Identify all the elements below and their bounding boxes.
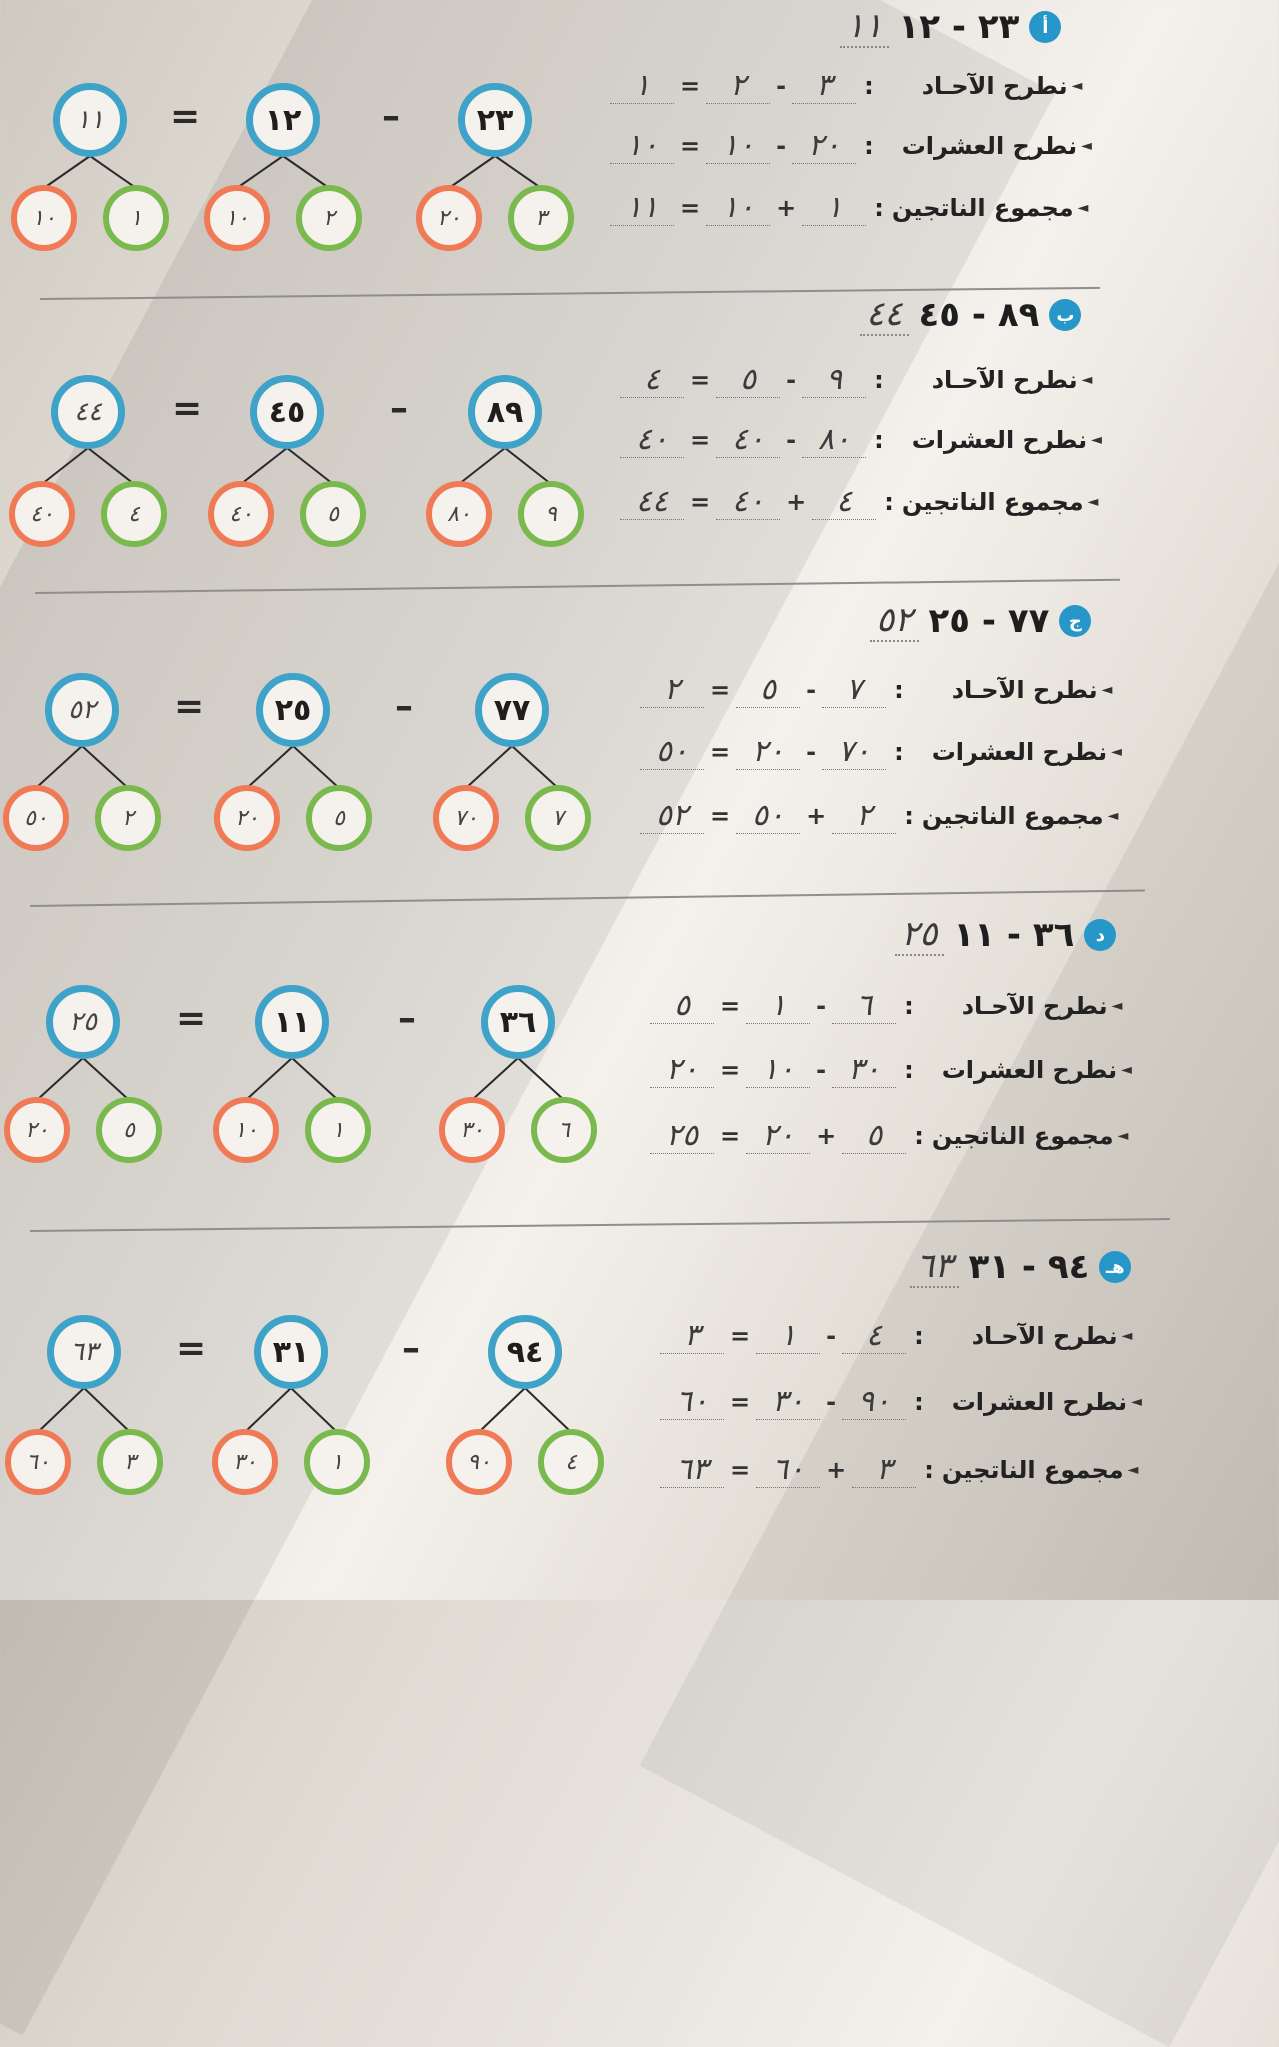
bond-whole-min: ٧٧ — [475, 673, 549, 747]
equals-sign: = — [174, 686, 205, 727]
written-answer: ١١ — [840, 6, 889, 48]
sum-ones: ١ — [802, 190, 866, 226]
bond-whole-sub: ٢٥ — [256, 673, 330, 747]
pointer-icon: ◄ — [1127, 1462, 1139, 1478]
pointer-icon: ◄ — [1077, 200, 1089, 216]
problem-expression: ٢٣ - ١٢ — [898, 7, 1020, 47]
problem-expression: ٨٩ - ٤٥ — [918, 295, 1040, 335]
bond-line — [283, 156, 329, 188]
ones-minuend: ٣ — [792, 68, 856, 104]
bond-part-tens: ٩٠ — [446, 1429, 512, 1495]
ones-result: ١ — [610, 68, 674, 104]
pointer-icon: ◄ — [1121, 1328, 1133, 1344]
tens-result: ٢٠ — [650, 1052, 714, 1088]
bond-part-ones: ٥ — [96, 1097, 162, 1163]
bond-line — [292, 1058, 338, 1100]
pointer-icon: ◄ — [1107, 808, 1119, 824]
bond-part-ones: ١ — [305, 1097, 371, 1163]
ones-minuend: ٧ — [822, 672, 886, 708]
bond-part-tens: ٣٠ — [439, 1097, 505, 1163]
tens-subtrahend: ٤٠ — [716, 422, 780, 458]
minus-sign: – — [398, 998, 416, 1039]
problem-badge: ج — [1059, 605, 1091, 637]
bond-line — [42, 448, 88, 484]
tens-label: نطرح العشرات — [931, 738, 1108, 766]
bond-part-ones: ٣ — [97, 1429, 163, 1495]
bond-part-tens: ٧٠ — [433, 785, 499, 851]
bond-line — [36, 746, 82, 788]
sum-label: مجموع الناتجين — [921, 802, 1104, 830]
tens-label: نطرح العشرات — [941, 1056, 1118, 1084]
bond-line — [466, 746, 512, 788]
sum-label: مجموع الناتجين — [901, 488, 1084, 516]
sum-result: ٢٥ — [650, 1118, 714, 1154]
bond-part-ones: ٢ — [296, 185, 362, 251]
pointer-icon: ◄ — [1101, 682, 1113, 698]
ones-subtrahend: ١ — [746, 988, 810, 1024]
ones-row: ٣ = ١ - ٤ : نطرح الآحـاد ◄ — [660, 1318, 1132, 1354]
bond-line — [479, 1388, 525, 1432]
tens-row: ٤٠ = ٤٠ - ٨٠ : نطرح العشرات ◄ — [620, 422, 1102, 458]
written-answer: ٤٤ — [860, 294, 909, 336]
bond-line — [495, 156, 541, 188]
pointer-icon: ◄ — [1071, 78, 1083, 94]
sum-tens: ١٠ — [706, 190, 770, 226]
bond-line — [37, 1058, 83, 1100]
bond-whole-sub: ٤٥ — [250, 375, 324, 449]
sum-ones: ٤ — [812, 484, 876, 520]
bond-part-ones: ٩ — [518, 481, 584, 547]
sum-row: ٤٤ = ٤٠ + ٤ : مجموع الناتجين ◄ — [620, 484, 1098, 520]
sum-ones: ٢ — [832, 798, 896, 834]
ones-minuend: ٦ — [832, 988, 896, 1024]
tens-result: ١٠ — [610, 128, 674, 164]
bond-line — [459, 448, 505, 484]
bond-part-ones: ١ — [304, 1429, 370, 1495]
tens-result: ٤٠ — [620, 422, 684, 458]
tens-subtrahend: ١٠ — [746, 1052, 810, 1088]
bond-whole-min: ٣٦ — [481, 985, 555, 1059]
bond-part-ones: ٦ — [531, 1097, 597, 1163]
tens-label: نطرح العشرات — [911, 426, 1088, 454]
bond-line — [287, 448, 333, 484]
bond-part-ones: ٥ — [300, 481, 366, 547]
ones-minuend: ٩ — [802, 362, 866, 398]
bond-part-tens: ٤٠ — [9, 481, 75, 547]
bond-whole-min: ٩٤ — [488, 1315, 562, 1389]
ones-subtrahend: ١ — [756, 1318, 820, 1354]
sum-row: ١١ = ١٠ + ١ : مجموع الناتجين ◄ — [610, 190, 1088, 226]
minus-sign: – — [382, 96, 400, 137]
sum-label: مجموع الناتجين — [891, 194, 1074, 222]
tens-result: ٦٠ — [660, 1384, 724, 1420]
bond-line — [449, 156, 495, 188]
ones-label: نطرح الآحـاد — [971, 1322, 1118, 1350]
tens-minuend: ٩٠ — [842, 1384, 906, 1420]
ones-label: نطرح الآحـاد — [921, 72, 1068, 100]
equals-sign: = — [172, 388, 203, 429]
bond-line — [90, 156, 136, 188]
pointer-icon: ◄ — [1081, 138, 1092, 154]
pointer-icon: ◄ — [1131, 1394, 1142, 1410]
bond-line — [246, 1058, 292, 1100]
bond-whole-result: ١١ — [53, 83, 127, 157]
bond-part-tens: ٢٠ — [214, 785, 280, 851]
bond-line — [472, 1058, 518, 1100]
bond-whole-min: ٢٣ — [458, 83, 532, 157]
tens-minuend: ٣٠ — [832, 1052, 896, 1088]
bond-part-tens: ٥٠ — [3, 785, 69, 851]
tens-subtrahend: ٢٠ — [736, 734, 800, 770]
ones-result: ٢ — [640, 672, 704, 708]
tens-subtrahend: ٣٠ — [756, 1384, 820, 1420]
pointer-icon: ◄ — [1111, 998, 1123, 1014]
tens-minuend: ٢٠ — [792, 128, 856, 164]
bond-whole-sub: ١٢ — [246, 83, 320, 157]
sum-label: مجموع الناتجين — [931, 1122, 1114, 1150]
bond-whole-result: ٦٣ — [47, 1315, 121, 1389]
sum-result: ٥٢ — [640, 798, 704, 834]
tens-subtrahend: ١٠ — [706, 128, 770, 164]
ones-minuend: ٤ — [842, 1318, 906, 1354]
problem-badge: هـ — [1099, 1251, 1131, 1283]
bond-line — [237, 156, 283, 188]
bond-part-tens: ١٠ — [213, 1097, 279, 1163]
bond-part-ones: ٢ — [95, 785, 161, 851]
bond-part-tens: ١٠ — [11, 185, 77, 251]
sum-tens: ٦٠ — [756, 1452, 820, 1488]
bond-line — [247, 746, 293, 788]
equals-sign: = — [170, 96, 201, 137]
minus-sign: – — [395, 686, 413, 727]
pointer-icon: ◄ — [1091, 432, 1102, 448]
sum-tens: ٥٠ — [736, 798, 800, 834]
pointer-icon: ◄ — [1121, 1062, 1132, 1078]
problem-expression: ٧٧ - ٢٥ — [928, 601, 1050, 641]
bond-whole-sub: ٣١ — [254, 1315, 328, 1389]
minus-sign: – — [390, 388, 408, 429]
bond-line — [241, 448, 287, 484]
tens-minuend: ٨٠ — [802, 422, 866, 458]
ones-result: ٤ — [620, 362, 684, 398]
ones-row: ٢ = ٥ - ٧ : نطرح الآحـاد ◄ — [640, 672, 1112, 708]
sum-ones: ٣ — [852, 1452, 916, 1488]
ones-result: ٣ — [660, 1318, 724, 1354]
pointer-icon: ◄ — [1111, 744, 1122, 760]
written-answer: ٢٥ — [895, 914, 944, 956]
problem-badge: أ — [1029, 11, 1061, 43]
tens-row: ٥٠ = ٢٠ - ٧٠ : نطرح العشرات ◄ — [640, 734, 1122, 770]
bond-line — [525, 1388, 571, 1432]
bond-whole-sub: ١١ — [255, 985, 329, 1059]
tens-label: نطرح العشرات — [951, 1388, 1128, 1416]
ones-row: ١ = ٢ - ٣ : نطرح الآحـاد ◄ — [610, 68, 1082, 104]
tens-label: نطرح العشرات — [901, 132, 1078, 160]
sum-tens: ٢٠ — [746, 1118, 810, 1154]
bond-line — [245, 1388, 291, 1432]
bond-part-tens: ٢٠ — [416, 185, 482, 251]
bond-line — [293, 746, 339, 788]
bond-part-ones: ٧ — [525, 785, 591, 851]
pointer-icon: ◄ — [1117, 1128, 1129, 1144]
bond-line — [88, 448, 134, 484]
bond-whole-result: ٥٢ — [45, 673, 119, 747]
written-answer: ٥٢ — [870, 600, 919, 642]
problem-badge: د — [1084, 919, 1116, 951]
bond-part-tens: ٦٠ — [5, 1429, 71, 1495]
tens-row: ١٠ = ١٠ - ٢٠ : نطرح العشرات ◄ — [610, 128, 1092, 164]
bond-part-tens: ٤٠ — [208, 481, 274, 547]
ones-subtrahend: ٢ — [706, 68, 770, 104]
bond-part-tens: ٨٠ — [426, 481, 492, 547]
ones-label: نطرح الآحـاد — [961, 992, 1108, 1020]
pointer-icon: ◄ — [1087, 494, 1099, 510]
sum-label: مجموع الناتجين — [941, 1456, 1124, 1484]
bond-line — [82, 746, 128, 788]
tens-row: ٦٠ = ٣٠ - ٩٠ : نطرح العشرات ◄ — [660, 1384, 1142, 1420]
bond-whole-min: ٨٩ — [468, 375, 542, 449]
sum-row: ٢٥ = ٢٠ + ٥ : مجموع الناتجين ◄ — [650, 1118, 1128, 1154]
bond-line — [84, 1388, 130, 1432]
bond-part-tens: ٢٠ — [4, 1097, 70, 1163]
sum-row: ٥٢ = ٥٠ + ٢ : مجموع الناتجين ◄ — [640, 798, 1118, 834]
sum-tens: ٤٠ — [716, 484, 780, 520]
ones-label: نطرح الآحـاد — [951, 676, 1098, 704]
ones-row: ٥ = ١ - ٦ : نطرح الآحـاد ◄ — [650, 988, 1122, 1024]
bond-part-ones: ٤ — [101, 481, 167, 547]
tens-result: ٥٠ — [640, 734, 704, 770]
bond-whole-result: ٢٥ — [46, 985, 120, 1059]
problem-expression: ٣٦ - ١١ — [953, 915, 1075, 955]
pointer-icon: ◄ — [1081, 372, 1093, 388]
bond-line — [505, 448, 551, 484]
bond-line — [83, 1058, 129, 1100]
ones-subtrahend: ٥ — [716, 362, 780, 398]
problem-expression: ٩٤ - ٣١ — [968, 1247, 1090, 1287]
bond-line — [291, 1388, 337, 1432]
problem-badge: ب — [1049, 299, 1081, 331]
tens-row: ٢٠ = ١٠ - ٣٠ : نطرح العشرات ◄ — [650, 1052, 1132, 1088]
equals-sign: = — [176, 998, 207, 1039]
sum-result: ٤٤ — [620, 484, 684, 520]
equals-sign: = — [176, 1328, 207, 1369]
tens-minuend: ٧٠ — [822, 734, 886, 770]
bond-line — [44, 156, 90, 188]
bond-part-ones: ٥ — [306, 785, 372, 851]
ones-row: ٤ = ٥ - ٩ : نطرح الآحـاد ◄ — [620, 362, 1092, 398]
minus-sign: – — [402, 1328, 420, 1369]
sum-result: ١١ — [610, 190, 674, 226]
ones-label: نطرح الآحـاد — [931, 366, 1078, 394]
bond-part-ones: ٣ — [508, 185, 574, 251]
bond-line — [512, 746, 558, 788]
sum-result: ٦٣ — [660, 1452, 724, 1488]
ones-result: ٥ — [650, 988, 714, 1024]
written-answer: ٦٣ — [910, 1246, 959, 1288]
bond-part-ones: ١ — [103, 185, 169, 251]
bond-line — [518, 1058, 564, 1100]
bond-whole-result: ٤٤ — [51, 375, 125, 449]
bond-line — [38, 1388, 84, 1432]
ones-subtrahend: ٥ — [736, 672, 800, 708]
sum-ones: ٥ — [842, 1118, 906, 1154]
bond-part-tens: ١٠ — [204, 185, 270, 251]
bond-part-ones: ٤ — [538, 1429, 604, 1495]
sum-row: ٦٣ = ٦٠ + ٣ : مجموع الناتجين ◄ — [660, 1452, 1138, 1488]
bond-part-tens: ٣٠ — [212, 1429, 278, 1495]
